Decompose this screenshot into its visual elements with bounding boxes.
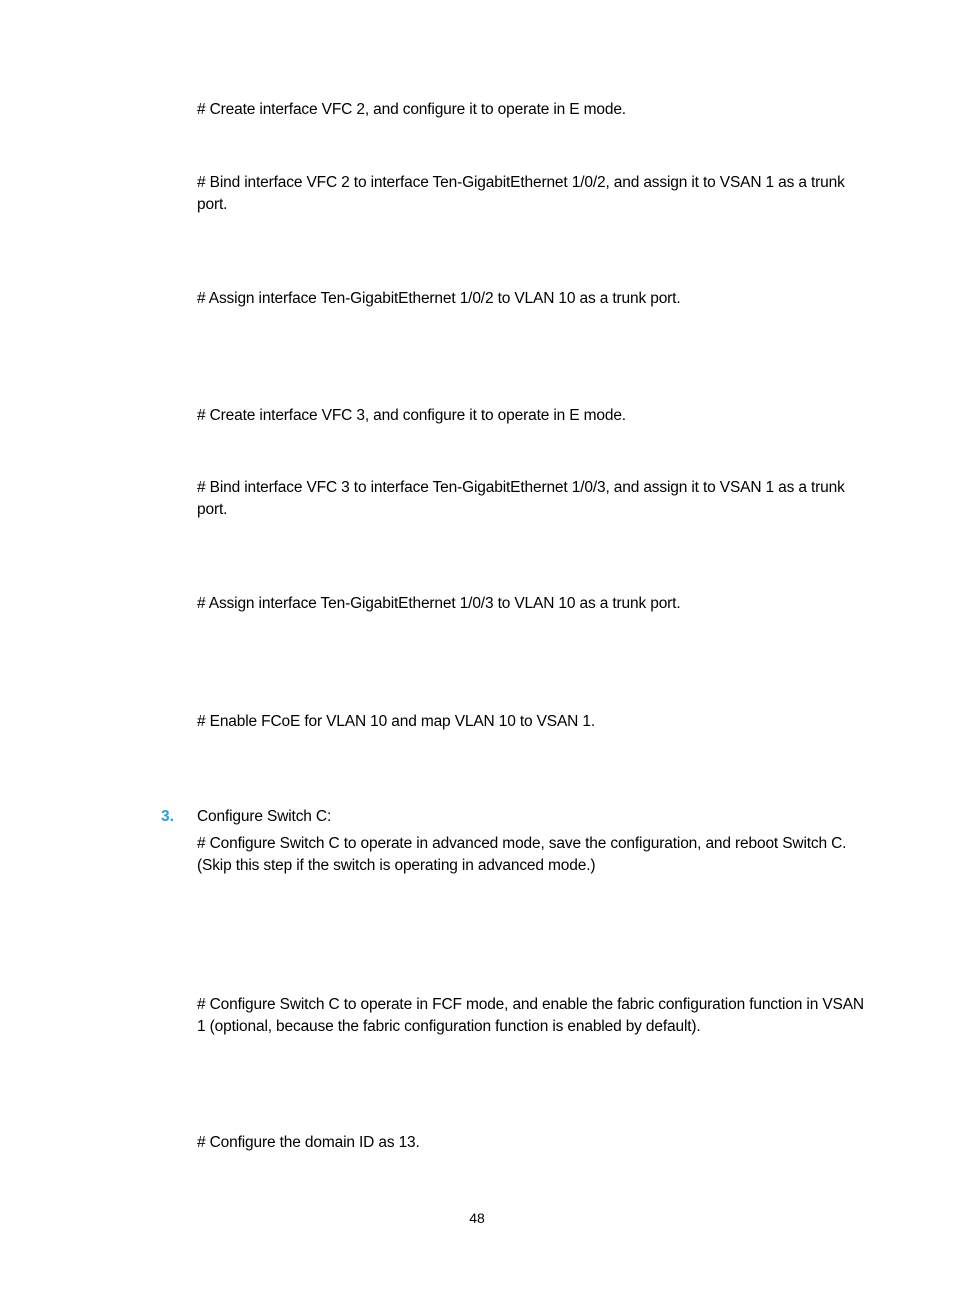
paragraph-bind-vfc3: # Bind interface VFC 3 to interface Ten-GigabitEthernet 1/0/3, and assign it to VSAN 1 as a trunk port.: [197, 479, 845, 518]
paragraph-domain-id: # Configure the domain ID as 13.: [197, 1134, 420, 1151]
paragraph-assign-port-3: # Assign interface Ten-GigabitEthernet 1/0/3 to VLAN 10 as a trunk port.: [197, 595, 681, 612]
paragraph-create-vfc3: # Create interface VFC 3, and configure it to operate in E mode.: [197, 407, 626, 424]
step-title: Configure Switch C:: [197, 808, 332, 825]
paragraph-assign-port-2: # Assign interface Ten-GigabitEthernet 1/0/2 to VLAN 10 as a trunk port.: [197, 290, 681, 307]
step-number: 3.: [161, 808, 174, 825]
paragraph-advanced-mode: # Configure Switch C to operate in advanced mode, save the configuration, and reboot Switch C. (Skip this step if the switch is operating in advanced mode.): [197, 835, 847, 874]
paragraph-create-vfc2: # Create interface VFC 2, and configure it to operate in E mode.: [197, 101, 626, 118]
paragraph-fcf-mode: # Configure Switch C to operate in FCF mode, and enable the fabric configuration function in VSAN 1 (optional, because the fabric configuration function is enabled by default).: [197, 996, 864, 1035]
paragraph-bind-vfc2: # Bind interface VFC 2 to interface Ten-GigabitEthernet 1/0/2, and assign it to VSAN 1 as a trunk port.: [197, 174, 845, 213]
paragraph-enable-fcoe: # Enable FCoE for VLAN 10 and map VLAN 10 to VSAN 1.: [197, 713, 596, 730]
page-number: 48: [469, 1210, 485, 1226]
